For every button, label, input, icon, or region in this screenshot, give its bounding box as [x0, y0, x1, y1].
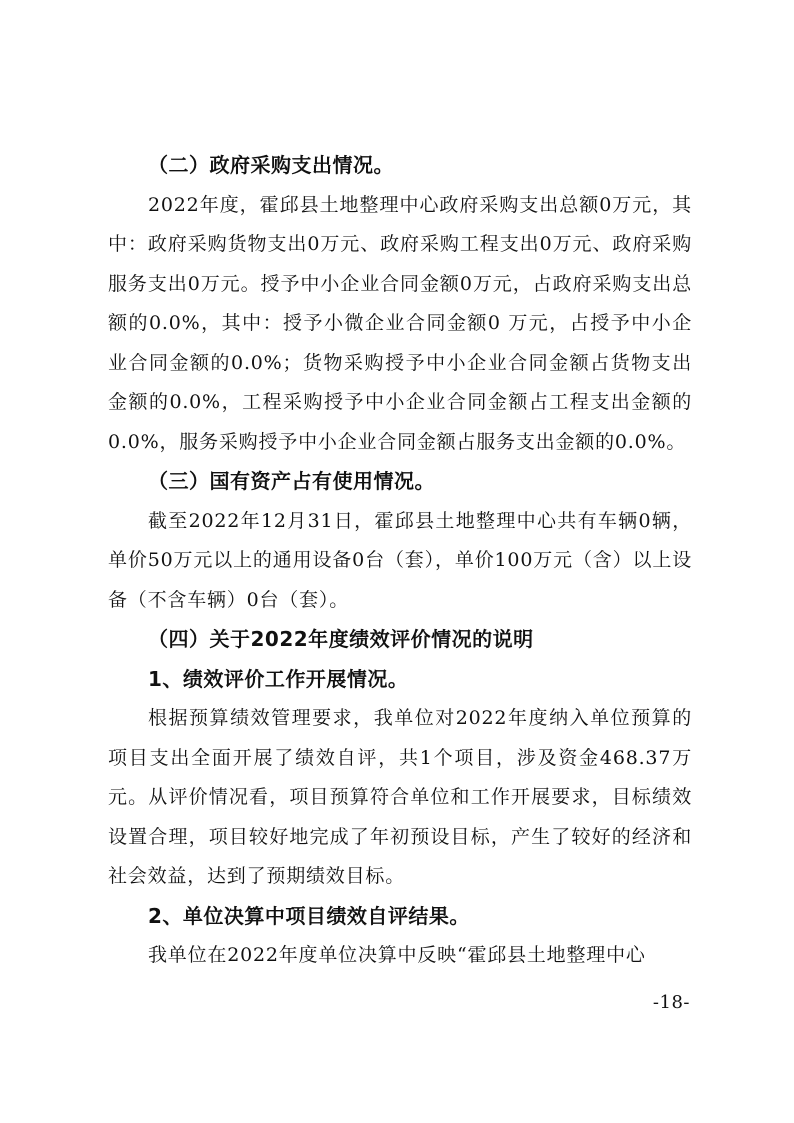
paragraph-government-procurement: 2022年度，霍邱县土地整理中心政府采购支出总额0万元，其中：政府采购货物支出0万元、政府采购工程支出0万元、政府采购服务支出0万元。授予中小企业合同金额0万元，占政府采购支出总额的0.0%，其中：授予小微企业合同金额0 万元，占授予中小企业合同金额的0.0%；货物采购授予中小企业合同金额占货物支出金额的0.0%，工程采购授予中小企业合同金额占工程支出金额的0.0%，服务采购授予中小企业合同金额占服务支出金额的0.0%。 [108, 193, 692, 453]
subsection-heading-evaluation-work: 1、绩效评价工作开展情况。 [148, 666, 409, 691]
section-heading-performance-evaluation: （四）关于2022年度绩效评价情况的说明 [148, 627, 534, 651]
paragraph-evaluation-work: 根据预算绩效管理要求，我单位对2022年度纳入单位预算的项目支出全面开展了绩效自评，共1个项目，涉及资金468.37万元。从评价情况看，项目预算符合单位和工作开展要求，目标绩效设置合理，项目较好地完成了年初预设目标，产生了较好的经济和社会效益，达到了预期绩效目标。 [108, 707, 692, 887]
paragraph-state-assets: 截至2022年12月31日，霍邱县土地整理中心共有车辆0辆，单价50万元以上的通用设备0台（套），单价100万元（含）以上设备（不含车辆）0台（套）。 [108, 509, 692, 611]
subsection-heading-self-evaluation-results: 2、单位决算中项目绩效自评结果。 [148, 903, 470, 928]
section-heading-government-procurement: （二）政府采购支出情况。 [148, 153, 394, 177]
page-number: -18- [652, 992, 690, 1013]
document-body [108, 146, 692, 976]
paragraph-self-evaluation-results: 我单位在2022年度单位决算中反映“霍邱县土地整理中心 [148, 944, 646, 966]
section-heading-state-assets: （三）国有资产占有使用情况。 [148, 469, 435, 493]
